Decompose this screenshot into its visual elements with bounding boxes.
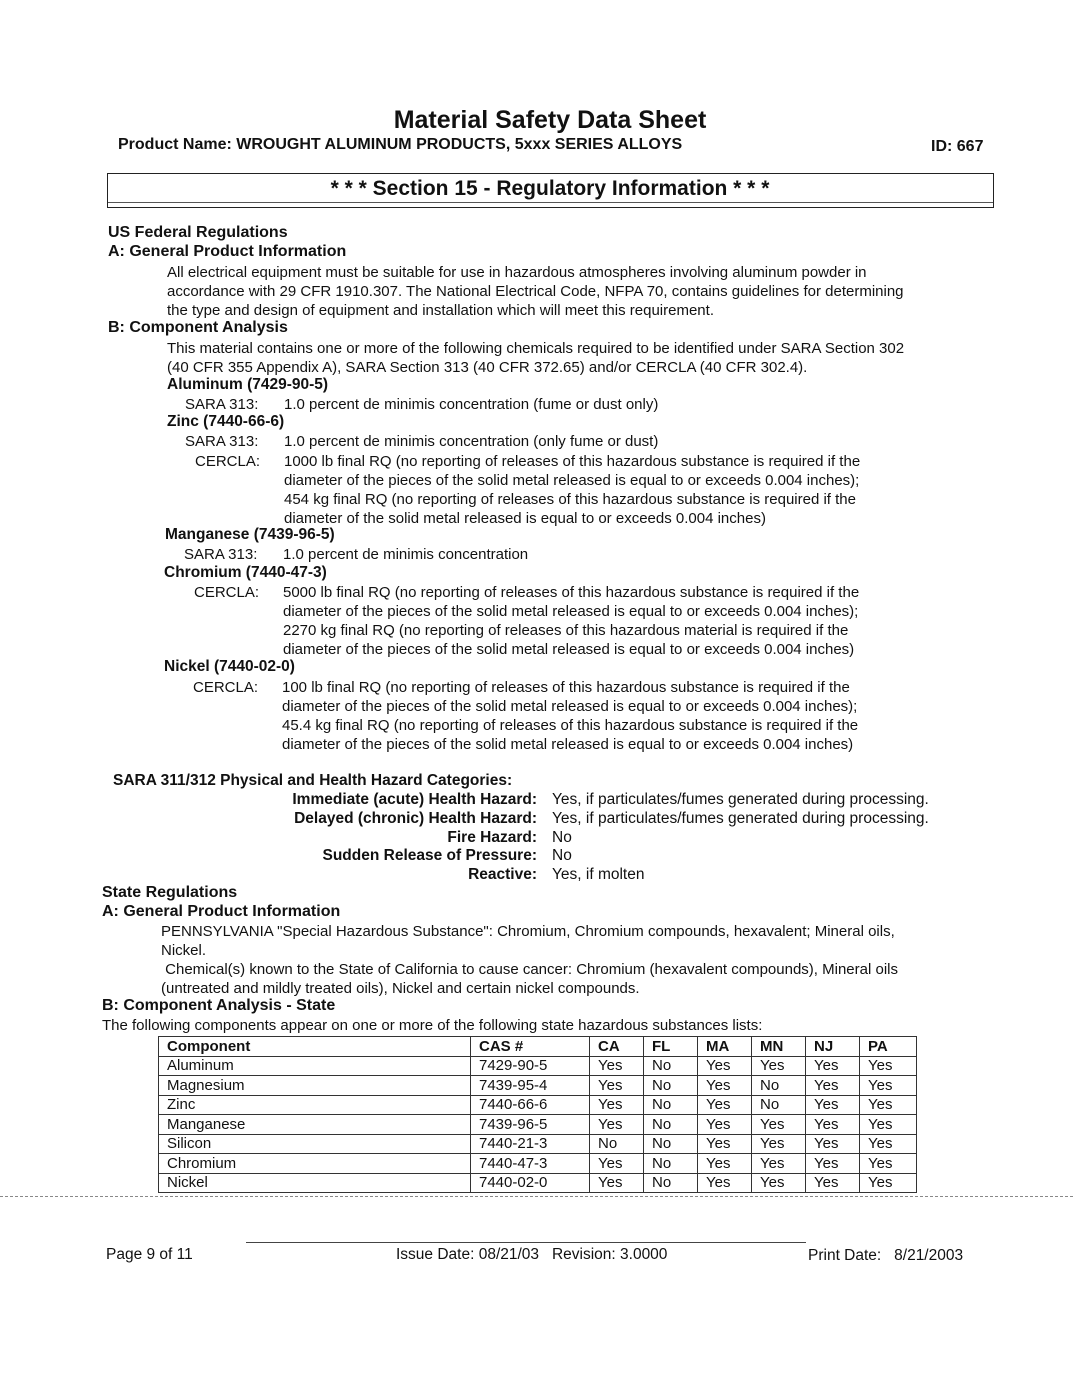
sara311-value: Yes, if molten	[552, 866, 645, 883]
table-cell: Yes	[806, 1154, 860, 1174]
column-header: MA	[698, 1037, 752, 1057]
document-id: ID: 667	[931, 138, 984, 155]
product-label: Product Name:	[118, 136, 232, 153]
table-header-row	[159, 1037, 917, 1057]
table-cell: Yes	[806, 1076, 860, 1096]
zinc-sara-text: 1.0 percent de minimis concentration (only fume or dust)	[284, 433, 659, 450]
text-line: PENNSYLVANIA "Special Hazardous Substance": Chromium, Chromium compounds, hexavalent; Mineral oils,	[161, 923, 895, 940]
table-row	[159, 1134, 917, 1154]
table-cell: Nickel	[159, 1173, 471, 1193]
text-line: diameter of the pieces of the solid metal released is equal to or exceeds 0.004 inches);	[282, 698, 858, 715]
manganese-sara-text: 1.0 percent de minimis concentration	[283, 546, 529, 563]
sara311-label: Immediate (acute) Health Hazard:	[292, 791, 537, 808]
column-header: MN	[752, 1037, 806, 1057]
sara311-value: No	[552, 829, 572, 846]
column-header: CA	[590, 1037, 644, 1057]
table-row	[159, 1154, 917, 1174]
document-title: Material Safety Data Sheet	[393, 106, 707, 134]
component-nickel: Nickel (7440-02-0)	[164, 658, 295, 675]
column-header: CAS #	[471, 1037, 590, 1057]
manganese-sara-label: SARA 313:	[184, 546, 258, 563]
text-line: the type and design of equipment and installation which will meet this requirement.	[167, 302, 714, 319]
table-cell: Yes	[698, 1115, 752, 1135]
sara311-value: No	[552, 847, 572, 864]
component-chromium: Chromium (7440-47-3)	[164, 564, 327, 581]
table-cell: No	[644, 1056, 698, 1076]
table-cell: Yes	[698, 1076, 752, 1096]
federal-heading: US Federal Regulations	[108, 224, 288, 241]
table-cell: Yes	[860, 1134, 917, 1154]
table-cell: Yes	[860, 1115, 917, 1135]
zinc-cercla-text	[284, 452, 860, 528]
federal-a-heading: A: General Product Information	[108, 243, 347, 260]
table-cell: 7440-66-6	[471, 1095, 590, 1115]
zinc-cercla-label: CERCLA:	[195, 453, 261, 470]
table-cell: Yes	[752, 1173, 806, 1193]
text-line: All electrical equipment must be suitable for use in hazardous atmospheres involving aluminum powder in	[167, 264, 867, 281]
table-cell: Yes	[860, 1056, 917, 1076]
zinc-sara-label: SARA 313:	[185, 433, 259, 450]
section-banner-underline	[108, 202, 993, 203]
table-cell: Yes	[806, 1115, 860, 1135]
column-header: Component	[159, 1037, 471, 1057]
text-line: 100 lb final RQ (no reporting of releases of this hazardous substance is required if the	[282, 679, 850, 696]
table-cell: Zinc	[159, 1095, 471, 1115]
aluminum-sara-label: SARA 313:	[185, 396, 259, 413]
table-cell: Yes	[590, 1173, 644, 1193]
table-cell: Yes	[806, 1134, 860, 1154]
text-line: 1000 lb final RQ (no reporting of releases of this hazardous substance is required if the	[284, 453, 861, 470]
state-b-intro: The following components appear on one or more of the following state hazardous substances lists:	[102, 1017, 763, 1034]
sara311-value: Yes, if particulates/fumes generated during processing.	[552, 791, 929, 808]
text-line: diameter of the pieces of the solid metal released is equal to or exceeds 0.004 inches);	[283, 603, 859, 620]
text-line: 2270 kg final RQ (no reporting of releases of this hazardous material is required if the	[283, 622, 849, 639]
table-cell: 7439-95-4	[471, 1076, 590, 1096]
table-cell: Yes	[860, 1173, 917, 1193]
sara311-label: Reactive:	[468, 866, 537, 883]
table-cell: Yes	[590, 1056, 644, 1076]
component-manganese: Manganese (7439-96-5)	[165, 526, 335, 543]
table-cell: Chromium	[159, 1154, 471, 1174]
chromium-cercla-label: CERCLA:	[194, 584, 260, 601]
table-cell: No	[752, 1095, 806, 1115]
text-line: Chemical(s) known to the State of California to cause cancer: Chromium (hexavalent compounds), Mineral oils	[161, 961, 898, 978]
sara311-label: Delayed (chronic) Health Hazard:	[294, 810, 537, 827]
text-line: (40 CFR 355 Appendix A), SARA Section 313 (40 CFR 372.65) and/or CERCLA (40 CFR 302.4).	[167, 359, 808, 376]
text-line: This material contains one or more of the following chemicals required to be identified under SARA Section 302	[167, 340, 905, 357]
text-line: diameter of the solid metal released is equal to or exceeds 0.004 inches)	[284, 510, 766, 527]
table-cell: No	[644, 1076, 698, 1096]
table-cell: Yes	[860, 1076, 917, 1096]
state-a-text	[161, 922, 898, 998]
component-zinc: Zinc (7440-66-6)	[167, 413, 285, 430]
product-name: WROUGHT ALUMINUM PRODUCTS, 5xxx SERIES ALLOYS	[236, 136, 683, 153]
table-row	[159, 1056, 917, 1076]
table-cell: Yes	[698, 1173, 752, 1193]
page-number: Page 9 of 11	[106, 1246, 193, 1263]
table-cell: 7440-21-3	[471, 1134, 590, 1154]
table-cell: Aluminum	[159, 1056, 471, 1076]
table-cell: No	[590, 1134, 644, 1154]
issue-date: Issue Date: 08/21/03 Revision: 3.0000	[396, 1246, 668, 1263]
sara311-label: Fire Hazard:	[447, 829, 537, 846]
aluminum-sara-text: 1.0 percent de minimis concentration (fume or dust only)	[284, 396, 659, 413]
table-cell: Yes	[590, 1115, 644, 1135]
table-cell: Yes	[752, 1154, 806, 1174]
table-cell: Yes	[752, 1134, 806, 1154]
print-date: Print Date: 8/21/2003	[808, 1247, 964, 1264]
chromium-cercla-text	[283, 583, 859, 659]
product-name-line	[118, 136, 682, 154]
footer-rule	[246, 1242, 806, 1243]
text-line: Nickel.	[161, 942, 207, 959]
state-substances-table	[158, 1036, 917, 1193]
sara311-value: Yes, if particulates/fumes generated during processing.	[552, 810, 929, 827]
sara311-label: Sudden Release of Pressure:	[322, 847, 537, 864]
table-row	[159, 1115, 917, 1135]
table-cell: 7439-96-5	[471, 1115, 590, 1135]
component-aluminum: Aluminum (7429-90-5)	[167, 376, 329, 393]
table-row	[159, 1173, 917, 1193]
table-cell: Manganese	[159, 1115, 471, 1135]
text-line: diameter of the pieces of the solid metal released is equal to or exceeds 0.004 inches)	[282, 736, 854, 753]
text-line: accordance with 29 CFR 1910.307. The National Electrical Code, NFPA 70, contains guidelines for determining	[167, 283, 904, 300]
nickel-cercla-text	[282, 678, 858, 754]
text-line: (untreated and mildly treated oils), Nickel and certain nickel compounds.	[161, 980, 640, 997]
text-line: diameter of the pieces of the solid metal released is equal to or exceeds 0.004 inches);	[284, 472, 860, 489]
federal-a-text	[167, 263, 904, 320]
section-title: * * * Section 15 - Regulatory Information * * *	[330, 177, 770, 200]
table-cell: No	[644, 1115, 698, 1135]
table-cell: No	[644, 1134, 698, 1154]
table-cell: Yes	[752, 1056, 806, 1076]
table-cell: Yes	[806, 1056, 860, 1076]
table-cell: Yes	[590, 1095, 644, 1115]
text-line: 45.4 kg final RQ (no reporting of releases of this hazardous substance is required if the	[282, 717, 859, 734]
table-row	[159, 1095, 917, 1115]
state-a-heading: A: General Product Information	[102, 903, 341, 920]
text-line: diameter of the pieces of the solid metal released is equal to or exceeds 0.004 inches)	[283, 641, 855, 658]
text-line: 454 kg final RQ (no reporting of releases of this hazardous substance is required if the	[284, 491, 856, 508]
table-cell: Yes	[752, 1115, 806, 1135]
sara311-heading: SARA 311/312 Physical and Health Hazard Categories:	[113, 772, 513, 789]
table-cell: Yes	[860, 1095, 917, 1115]
table-cell: Yes	[698, 1154, 752, 1174]
column-header: FL	[644, 1037, 698, 1057]
text-line: 5000 lb final RQ (no reporting of releases of this hazardous substance is required if the	[283, 584, 860, 601]
federal-b-heading: B: Component Analysis	[108, 319, 288, 336]
table-cell: Yes	[806, 1173, 860, 1193]
table-cell: Yes	[806, 1095, 860, 1115]
nickel-cercla-label: CERCLA:	[193, 679, 259, 696]
table-cell: 7429-90-5	[471, 1056, 590, 1076]
table-cell: No	[752, 1076, 806, 1096]
table-cell: Magnesium	[159, 1076, 471, 1096]
state-b-heading: B: Component Analysis - State	[102, 997, 336, 1014]
table-cell: Yes	[590, 1076, 644, 1096]
table-cell: Yes	[698, 1095, 752, 1115]
federal-b-text	[167, 339, 904, 377]
column-header: PA	[860, 1037, 917, 1057]
table-cell: Yes	[698, 1056, 752, 1076]
table-cell: Yes	[860, 1154, 917, 1174]
table-cell: No	[644, 1154, 698, 1174]
table-cell: Yes	[590, 1154, 644, 1174]
table-row	[159, 1076, 917, 1096]
state-heading: State Regulations	[102, 884, 238, 901]
table-cell: 7440-02-0	[471, 1173, 590, 1193]
page-divider	[0, 1196, 1073, 1197]
table-cell: Silicon	[159, 1134, 471, 1154]
table-cell: No	[644, 1095, 698, 1115]
column-header: NJ	[806, 1037, 860, 1057]
table-cell: 7440-47-3	[471, 1154, 590, 1174]
table-cell: No	[644, 1173, 698, 1193]
table-cell: Yes	[698, 1134, 752, 1154]
